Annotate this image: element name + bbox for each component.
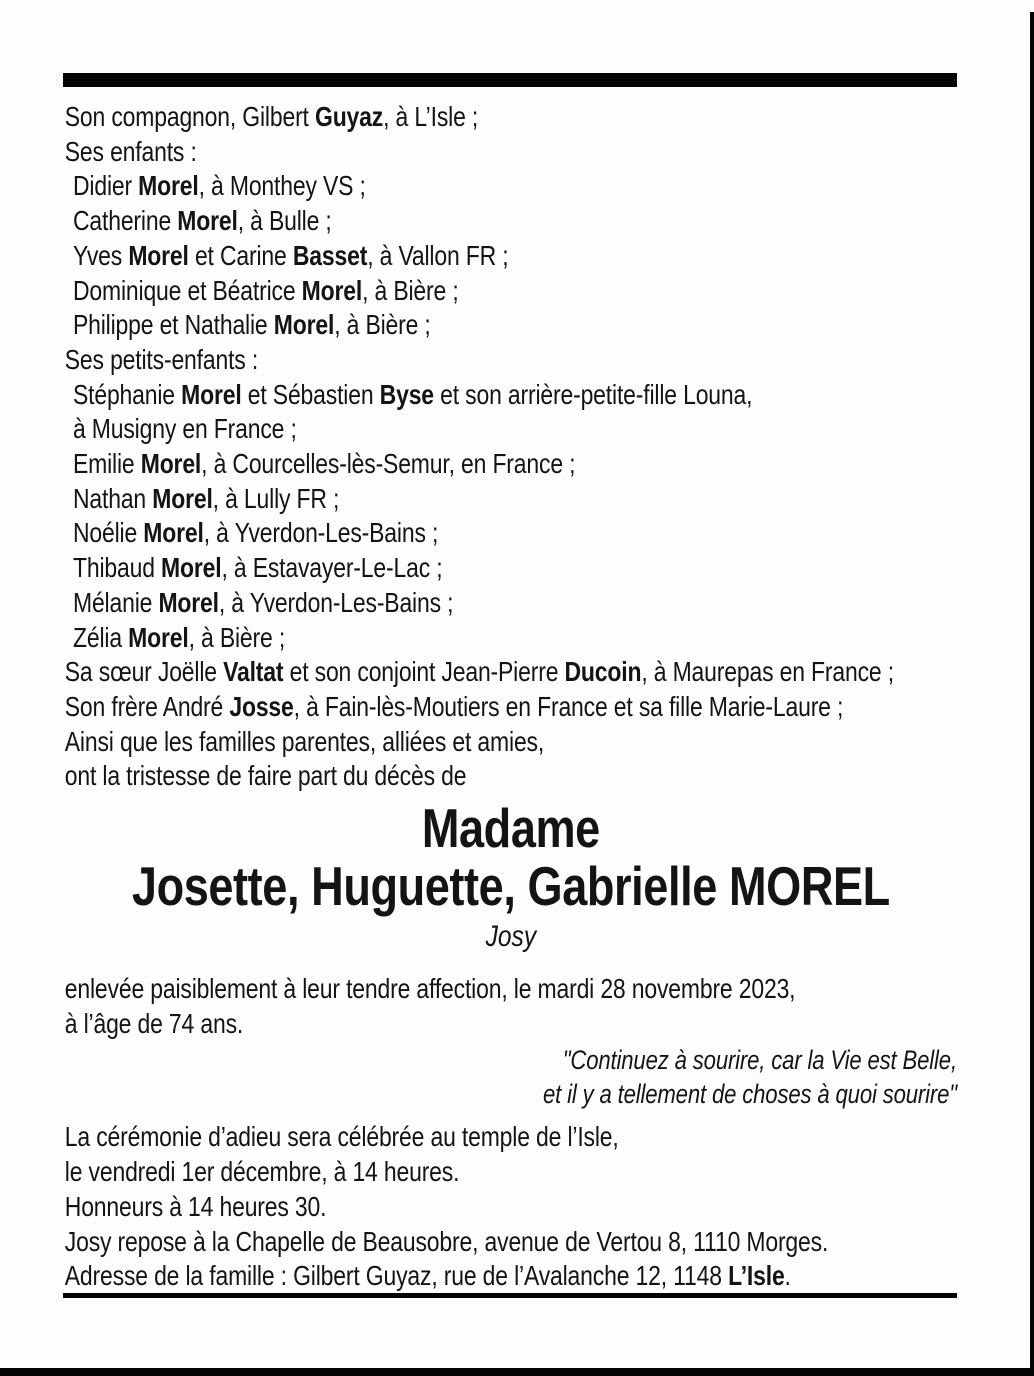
- notice-line: enlevée paisiblement à leur tendre affection, le mardi 28 novembre 2023,: [64, 973, 796, 1005]
- deceased-name: Josette, Huguette, Gabrielle MOREL: [131, 855, 890, 918]
- notice-line: Yves Morel et Carine Basset, à Vallon FR ;: [72, 239, 509, 271]
- notice-line: à Musigny en France ;: [72, 413, 297, 445]
- notice-line: Josy repose à la Chapelle de Beausobre, avenue de Vertou 8, 1110 Morges.: [64, 1225, 829, 1257]
- death-details-block: [65, 972, 957, 1041]
- family-announcement-block: [65, 100, 957, 794]
- notice-line: à l’âge de 74 ans.: [64, 1007, 244, 1039]
- notice-line: Nathan Morel, à Lully FR ;: [72, 482, 340, 514]
- notice-line: Adresse de la famille : Gilbert Guyaz, rue de l’Avalanche 12, 1148 L’Isle.: [64, 1260, 791, 1292]
- notice-line: Ses enfants :: [64, 135, 197, 167]
- notice-line: Honneurs à 14 heures 30.: [64, 1190, 327, 1222]
- scan-artifact-bottom-edge: [0, 1368, 1034, 1376]
- notice-line: Philippe et Nathalie Morel, à Bière ;: [72, 309, 431, 341]
- notice-line: "Continuez à sourire, car la Vie est Belle,: [562, 1045, 957, 1076]
- notice-line: Thibaud Morel, à Estavayer-Le-Lac ;: [72, 552, 443, 584]
- notice-line: Stéphanie Morel et Sébastien Byse et son arrière-petite-fille Louna,: [72, 378, 753, 410]
- notice-line: Catherine Morel, à Bulle ;: [72, 205, 332, 237]
- notice-line: Ses petits-enfants :: [64, 343, 259, 375]
- deceased-nickname: Josy: [485, 920, 537, 954]
- notice-line: La cérémonie d’adieu sera célébrée au temple de l’Isle,: [64, 1121, 619, 1153]
- notice-line: le vendredi 1er décembre, à 14 heures.: [64, 1156, 460, 1188]
- notice-line: Ainsi que les familles parentes, alliées et amies,: [64, 725, 545, 757]
- notice-line: Emilie Morel, à Courcelles-lès-Semur, en France ;: [72, 448, 576, 480]
- notice-line: Son frère André Josse, à Fain-lès-Moutiers en France et sa fille Marie-Laure ;: [64, 690, 844, 722]
- notice-line: Sa sœur Joëlle Valtat et son conjoint Jean-Pierre Ducoin, à Maurepas en France ;: [64, 656, 894, 688]
- bottom-divider-rule: [63, 1293, 957, 1298]
- notice-line: Didier Morel, à Monthey VS ;: [72, 170, 366, 202]
- memorial-quote: [65, 1043, 957, 1111]
- notice-line: Dominique et Béatrice Morel, à Bière ;: [72, 274, 459, 306]
- notice-line: Zélia Morel, à Bière ;: [72, 621, 286, 653]
- notice-line: et il y a tellement de choses à quoi sourire": [542, 1079, 957, 1110]
- ceremony-details-block: [65, 1120, 957, 1294]
- notice-line: Son compagnon, Gilbert Guyaz, à L’Isle ;: [64, 101, 479, 132]
- notice-line: ont la tristesse de faire part du décès de: [64, 760, 467, 792]
- notice-line: Mélanie Morel, à Yverdon-Les-Bains ;: [72, 586, 454, 618]
- scan-artifact-right-edge: [1030, 12, 1034, 1376]
- notice-line: Noélie Morel, à Yverdon-Les-Bains ;: [72, 517, 439, 549]
- deceased-salutation: Madame: [421, 797, 600, 860]
